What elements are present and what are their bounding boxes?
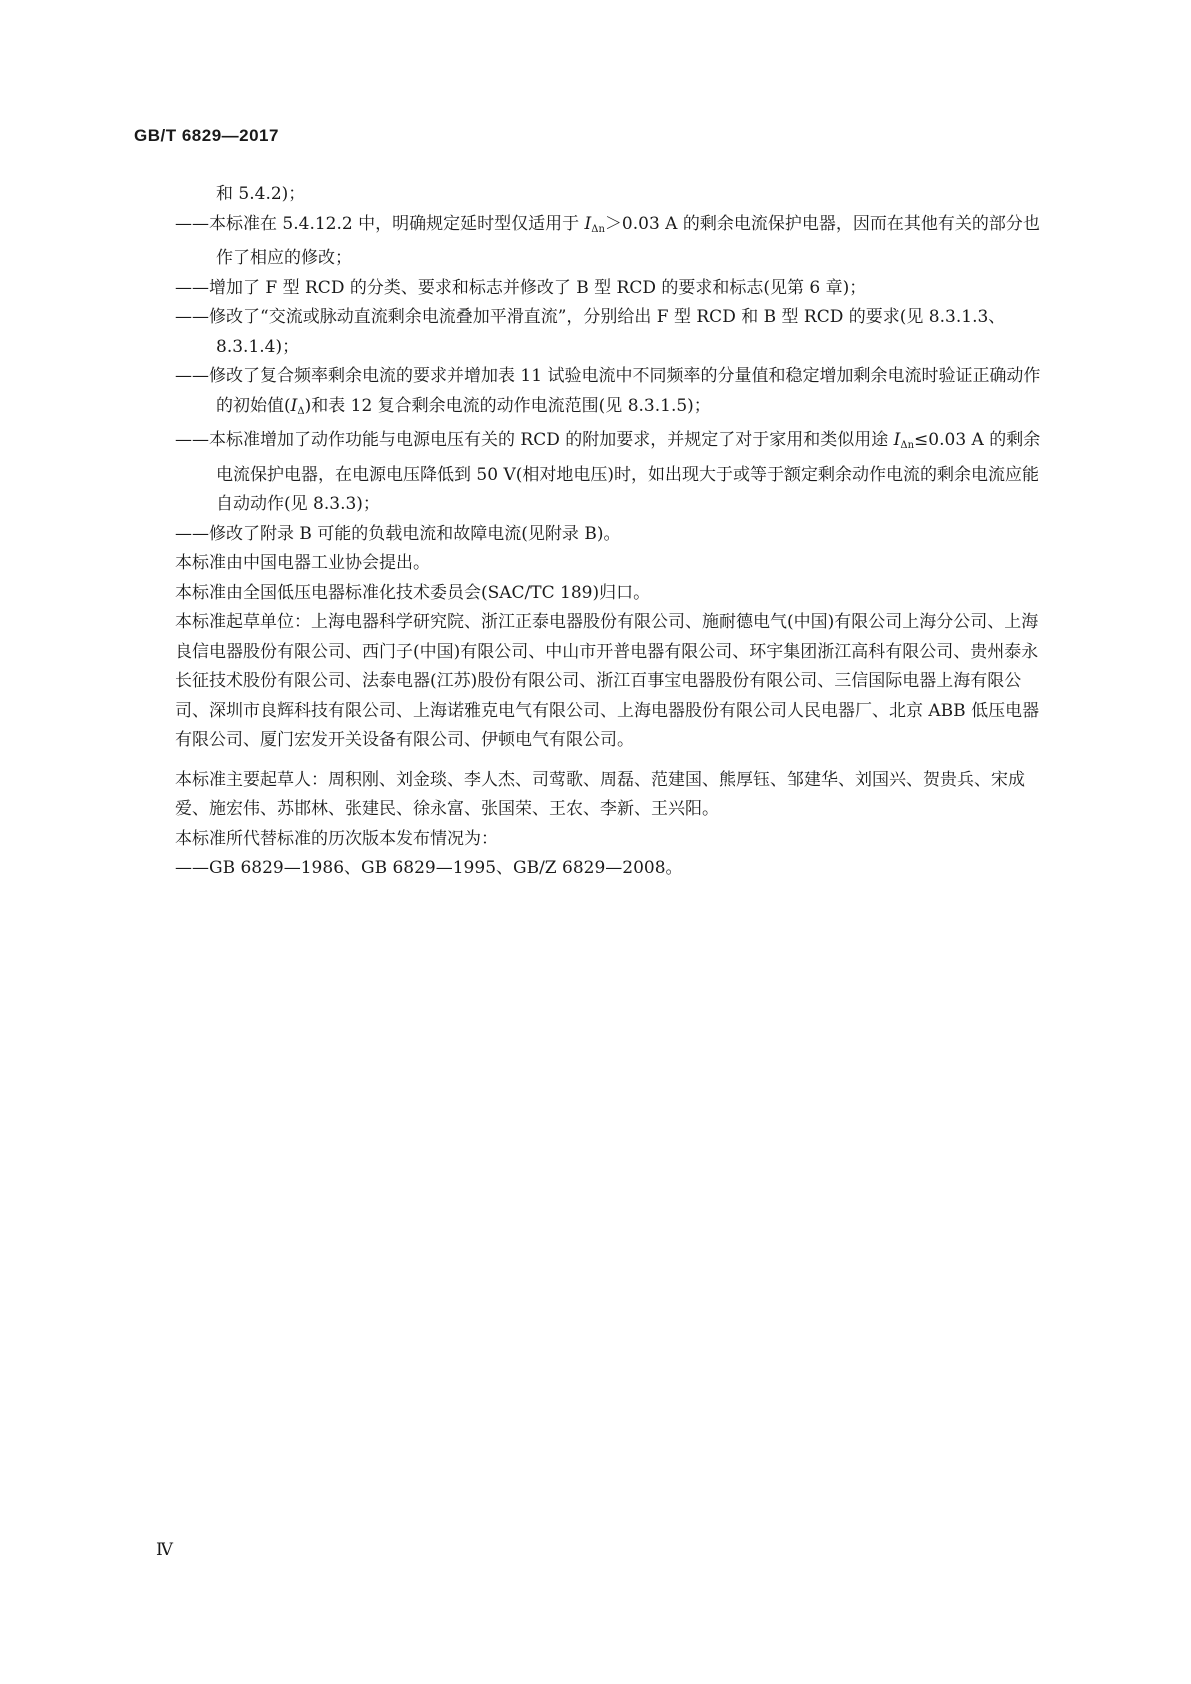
- continuation-line: 和 5.4.2)；: [216, 184, 306, 204]
- list-item: [175, 210, 1055, 274]
- document-header: GB/T 6829—2017: [134, 126, 279, 145]
- paragraph-drafters: 本标准主要起草人：周积刚、刘金琰、李人杰、司莺歌、周磊、范建国、熊厚钰、邹建华、刘国兴、贺贵兵、宋成爱、施宏伟、苏邯林、张建民、徐永富、张国荣、王农、李新、王兴阳。: [175, 769, 1025, 819]
- list-item: ——修改了“交流或脉动直流剩余电流叠加平滑直流”，分别给出 F 型 RCD 和 B 型 RCD 的要求(见 8.3.1.3、8.3.1.4)；: [175, 307, 1006, 357]
- document-body: [175, 180, 1055, 884]
- item-text: ——本标准增加了动作功能与电源电压有关的 RCD 的附加要求，并规定了对于家用和类似用途: [175, 430, 894, 450]
- item-text: ——修改了复合频率剩余电流的要求并增加表 11 试验电流中不同频率的分量值和稳定增加剩余电流时验证正确动作的初始值(: [175, 366, 1041, 416]
- symbol-i: I: [584, 213, 592, 234]
- page-number: Ⅳ: [156, 1540, 172, 1560]
- list-item: ——GB 6829—1986、GB 6829—1995、GB/Z 6829—2008。: [175, 858, 683, 878]
- paragraph-proposer: 本标准由中国电器工业协会提出。: [175, 553, 430, 573]
- list-item: [175, 426, 1055, 520]
- symbol-subscript: Δn: [900, 440, 915, 451]
- list-item: [175, 362, 1055, 426]
- paragraph-history: 本标准所代替标准的历次版本发布情况为：: [175, 828, 498, 849]
- symbol-subscript: Δn: [591, 223, 605, 235]
- symbol-i: I: [893, 430, 901, 450]
- list-item: ——增加了 F 型 RCD 的分类、要求和标志并修改了 B 型 RCD 的要求和标志(见第 6 章)；: [175, 277, 867, 298]
- item-text: ——本标准在 5.4.12.2 中，明确规定延时型仅适用于: [175, 213, 585, 234]
- paragraph-committee: 本标准由全国低压电器标准化技术委员会(SAC/TC 189)归口。: [175, 582, 651, 603]
- item-text: ＞0.03 A 的剩余电流保护电器，因而在其他有关的部分也作了相应的修改；: [216, 213, 1040, 268]
- item-text: ≤0.03 A 的剩余电流保护电器，在电源电压降低到 50 V(相对地电压)时，如出现大于或等于额定剩余动作电流的剩余电流应能自动动作(见 8.3.3)；: [216, 430, 1041, 514]
- list-item: ——修改了附录 B 可能的负载电流和故障电流(见附录 B)。: [175, 523, 621, 544]
- symbol-i: I: [290, 395, 298, 416]
- symbol-subscript: Δ: [297, 405, 305, 417]
- paragraph-drafting-units: 本标准起草单位：上海电器科学研究院、浙江正泰电器股份有限公司、施耐德电气(中国)有限公司上海分公司、上海良信电器股份有限公司、西门子(中国)有限公司、中山市开普电器有限公司、环宇集团浙江高科有限公司、贵州泰永长征技术股份有限公司、法泰电器(江苏)股份有限公司、浙江百事宝电器股份有限公司、三信国际电器上海有限公司、深圳市良辉科技有限公司、上海诺雅克电气有限公司、上海电器股份有限公司人民电器厂、北京 ABB 低压电器有限公司、厦门宏发开关设备有限公司、伊顿电气有限公司。: [175, 612, 1040, 750]
- item-text: )和表 12 复合剩余电流的动作电流范围(见 8.3.1.5)；: [304, 395, 711, 416]
